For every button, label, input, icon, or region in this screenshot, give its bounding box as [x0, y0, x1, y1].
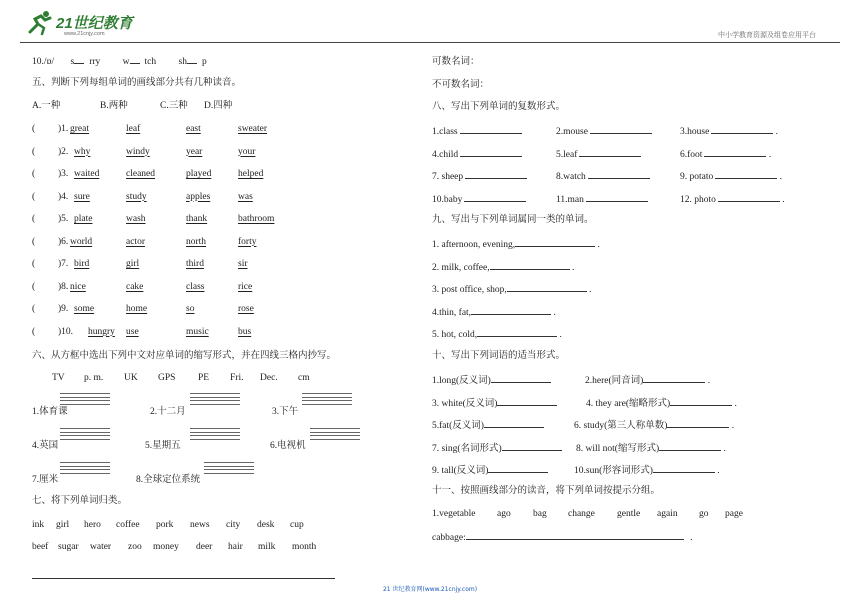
sec9-item: 4.thin, fat, .	[432, 305, 556, 319]
sec10-item: 2.here(同音词) .	[585, 373, 710, 387]
sec11-word: page	[725, 509, 743, 519]
sec6-item-label: 6.电视机	[270, 441, 306, 451]
sec8-word: 7. sheep	[432, 172, 464, 182]
sec7-word: deer	[196, 542, 213, 552]
sec6-item-label: 1.体育课	[32, 407, 68, 417]
sec5-word: home	[126, 304, 148, 314]
sec5-row-number: )3.	[58, 169, 69, 179]
sec5-word: north	[186, 236, 207, 247]
four-line-grid[interactable]	[190, 393, 240, 407]
four-line-grid[interactable]	[302, 393, 352, 407]
sec5-row-paren[interactable]: (	[32, 124, 36, 134]
sec5-word: use	[126, 326, 139, 337]
logo-brand-text: 21世纪教育	[56, 15, 133, 32]
sec5-word: forty	[238, 236, 257, 247]
sec5-word: east	[186, 124, 201, 134]
q10-number: 10./ɒ/	[32, 57, 55, 67]
sec5-word: so	[186, 304, 195, 314]
sec5-option-b: B.两种	[100, 101, 128, 111]
sec10-blank[interactable]	[484, 418, 544, 428]
sec5-word: windy	[126, 146, 150, 157]
sec10-prompt: 3. white(反义词)	[432, 398, 498, 409]
sec5-row-number: )2.	[58, 146, 69, 157]
sec5-word: great	[70, 124, 89, 134]
sec7-word: coffee	[116, 520, 140, 530]
sec8-word: 3.house	[680, 127, 710, 137]
sec5-word: rice	[238, 281, 253, 292]
sec7-word: ink	[32, 520, 45, 530]
sec5-row-number: )6.	[58, 236, 69, 247]
sec9-blank[interactable]	[507, 282, 587, 292]
sec5-option-d: D.四种	[204, 101, 233, 111]
sec5-word: waited	[74, 169, 100, 179]
sec5-row-paren[interactable]: (	[32, 169, 36, 179]
sec11-word: go	[699, 509, 709, 519]
sec10-prompt: 2.here(同音词)	[585, 376, 644, 386]
sec8-word: 2.mouse	[556, 127, 588, 137]
sec5-word: why	[74, 146, 91, 157]
sec10-prompt: 6. study(第三人称单数)	[574, 421, 668, 431]
sec10-item	[432, 441, 562, 455]
sec8-blank[interactable]	[460, 124, 522, 134]
sec6-box-word[interactable]: Fri.	[230, 373, 244, 383]
sec7-word: milk	[258, 542, 276, 552]
sec8-word: 6.foot	[680, 149, 703, 160]
cabbage-label: cabbage:	[432, 533, 466, 543]
sec5-word: bathroom	[238, 214, 275, 224]
sec10-prompt: 9. tall(反义词)	[432, 466, 489, 476]
sec11-word: ago	[497, 509, 511, 519]
sec5-word: music	[186, 326, 209, 337]
sec6-box-word[interactable]: Dec.	[260, 373, 278, 383]
sec8-item: 6.foot .	[680, 147, 771, 161]
sec8-item	[432, 192, 526, 206]
sec6-box-word[interactable]: PE	[198, 373, 210, 383]
cabbage-line: cabbage: .	[432, 530, 693, 544]
sec10-item: 10.sun(形容词形式) .	[574, 463, 720, 477]
sec8-blank[interactable]	[711, 124, 773, 134]
sec6-item-label: 8.全球定位系统	[136, 475, 201, 485]
sec5-word: sir	[238, 259, 248, 269]
sec8-blank[interactable]	[586, 192, 648, 202]
header-platform-text: 中小学教育资源及组卷应用平台	[718, 31, 816, 39]
sec5-option-c: C.三种	[160, 101, 188, 111]
sec8-word: 12. photo	[680, 194, 716, 205]
sec7-word: cup	[290, 520, 304, 530]
q10-word3-end: p	[201, 57, 207, 67]
countable-label: 可数名词：	[432, 57, 480, 67]
section6-title: 六、从方框中选出下列中文对应单词的缩写形式，并在四线三格内抄写。	[32, 351, 337, 361]
sec6-box-word[interactable]: p. m.	[84, 373, 104, 383]
sec5-row-paren[interactable]: (	[32, 304, 36, 314]
sec10-item	[432, 418, 544, 432]
sec5-word: leaf	[126, 124, 141, 134]
sec10-item	[432, 463, 548, 477]
sec10-item: 8. will not(缩写形式) .	[576, 441, 726, 455]
sec8-item	[432, 147, 522, 161]
sec5-row-paren[interactable]: (	[32, 259, 36, 269]
four-line-grid[interactable]	[60, 393, 110, 407]
sec11-word: change	[568, 509, 595, 519]
sec5-word: world	[70, 236, 93, 247]
four-line-grid[interactable]	[204, 462, 254, 476]
sec10-blank[interactable]	[502, 441, 562, 451]
sec5-row-number: )8.	[58, 281, 69, 292]
q10-blank1[interactable]	[74, 54, 84, 64]
sec5-word: played	[186, 169, 212, 179]
sec5-row-number: )9.	[58, 304, 69, 314]
q10-line	[32, 54, 207, 68]
sec5-word: nice	[70, 281, 86, 292]
sec7-word: city	[226, 520, 241, 530]
logo-url-text: www.21cnjy.com	[64, 31, 105, 37]
sec6-box-word[interactable]: cm	[298, 373, 310, 383]
sec8-blank[interactable]	[718, 192, 780, 202]
section8-title: 八、写出下列单词的复数形式。	[432, 102, 566, 112]
sec5-word: was	[238, 191, 253, 202]
sec8-item	[432, 169, 527, 183]
sec8-item: 9. potato .	[680, 169, 782, 183]
sec10-item	[432, 373, 551, 387]
q10-word1-start: s	[70, 57, 75, 67]
sec7-word: money	[153, 542, 179, 552]
sec6-box-word[interactable]: GPS	[158, 373, 176, 383]
sec5-word: cleaned	[126, 169, 156, 179]
sec8-word: 1.class	[432, 127, 458, 137]
sec10-item: 6. study(第三人称单数) .	[574, 418, 734, 432]
sec8-blank[interactable]	[579, 147, 641, 157]
sec10-prompt: 1.long(反义词)	[432, 376, 491, 386]
sec10-blank[interactable]	[670, 396, 732, 406]
sec5-word: study	[126, 191, 147, 202]
sec5-word: apples	[186, 191, 211, 202]
sec8-item	[556, 124, 652, 138]
sec5-word: third	[186, 259, 204, 269]
sec5-row-paren[interactable]: (	[32, 281, 36, 292]
sec10-blank[interactable]	[643, 373, 705, 383]
sec8-word: 9. potato	[680, 172, 714, 182]
four-line-grid[interactable]	[60, 428, 110, 442]
sec8-item	[556, 147, 641, 161]
sec6-box-word[interactable]: UK	[124, 373, 138, 383]
sec10-prompt: 8. will not(缩写形式)	[576, 443, 660, 454]
sec8-item: 3.house .	[680, 124, 778, 138]
sec5-word: sweater	[238, 124, 268, 134]
sec5-word: some	[74, 304, 95, 314]
sec10-blank[interactable]	[488, 463, 548, 473]
sec5-row-paren[interactable]: (	[32, 326, 36, 337]
sec5-word: year	[186, 146, 203, 157]
sec5-word: thank	[186, 214, 208, 224]
sec10-blank[interactable]	[497, 396, 557, 406]
sec9-item: 2. milk, coffee, .	[432, 260, 574, 274]
sec10-prompt: 7. sing(名词形式)	[432, 443, 502, 454]
sec11-word: bag	[533, 509, 547, 519]
sec11-word: gentle	[617, 509, 641, 519]
sec6-item-label: 4.英国	[32, 441, 59, 451]
q10-word2-end: tch	[144, 57, 157, 67]
site-logo	[26, 10, 136, 40]
sec5-word: hungry	[88, 326, 115, 337]
sec5-word: helped	[238, 169, 264, 179]
uncountable-label: 不可数名词：	[432, 80, 490, 90]
sec6-item-label: 2.十二月	[150, 407, 186, 417]
q10-blank2[interactable]	[130, 54, 140, 64]
sec8-item	[556, 192, 648, 206]
sec10-blank[interactable]	[667, 418, 729, 428]
section5-title: 五、判断下列每组单词的画线部分共有几种读音。	[32, 78, 242, 88]
sec8-item	[432, 124, 522, 138]
q10-word2-start: w	[122, 57, 130, 67]
sec8-blank[interactable]	[464, 192, 526, 202]
sec5-row-paren[interactable]: (	[32, 146, 36, 157]
sec8-blank[interactable]	[588, 169, 650, 179]
four-line-grid[interactable]	[60, 462, 110, 476]
sec5-word: bus	[238, 326, 252, 337]
sec5-row-number: )5.	[58, 214, 69, 224]
sec5-word: girl	[126, 259, 140, 269]
sec6-item-label: 3.下午	[272, 407, 299, 417]
sec7-word: hair	[228, 542, 243, 552]
sec8-word: 11.man	[556, 194, 584, 205]
sec8-word: 4.child	[432, 149, 459, 160]
sec10-prompt: 5.fat(反义词)	[432, 421, 484, 431]
sec9-prompt: 3. post office, shop,	[432, 285, 507, 295]
sec10-prompt: 4. they are(缩略形式)	[586, 398, 671, 409]
sec8-blank[interactable]	[704, 147, 766, 157]
sec5-word: your	[238, 146, 256, 157]
four-line-grid[interactable]	[190, 428, 240, 442]
runner-logo-icon	[26, 10, 60, 36]
sec9-prompt: 2. milk, coffee,	[432, 262, 490, 273]
section11-title: 十一、按照画线部分的读音，将下列单词按提示分组。	[432, 486, 661, 496]
sec5-row-number: )1.	[58, 124, 69, 134]
sec5-word: class	[186, 281, 205, 292]
sec5-word: sure	[74, 191, 90, 202]
sec7-word: zoo	[128, 542, 142, 552]
sec9-item: 1. afternoon, evening, .	[432, 237, 600, 251]
sec7-word: water	[90, 542, 112, 552]
sec10-blank[interactable]	[491, 373, 551, 383]
sec9-prompt: 1. afternoon, evening,	[432, 240, 516, 250]
sec9-item: 3. post office, shop, .	[432, 282, 592, 296]
sec5-word: bird	[74, 259, 90, 269]
sec8-word: 5.leaf	[556, 149, 578, 160]
q10-word1-end: rry	[89, 57, 101, 67]
sec10-item	[432, 396, 557, 410]
sec5-word: plate	[74, 214, 93, 224]
sec9-blank[interactable]	[471, 305, 551, 315]
sec8-item: 12. photo .	[680, 192, 785, 206]
sec9-blank[interactable]	[490, 260, 570, 270]
sec5-word: wash	[126, 214, 146, 224]
section7-title: 七、将下列单词归类。	[32, 496, 128, 506]
section10-title: 十、写出下列词语的适当形式。	[432, 351, 566, 361]
sec7-word: hero	[84, 520, 101, 530]
sec8-blank[interactable]	[590, 124, 652, 134]
sec9-item: 5. hot, cold, .	[432, 327, 562, 341]
sec7-word: pork	[156, 520, 174, 530]
sec5-row-number: )4.	[58, 191, 69, 202]
sec8-word: 8.watch	[556, 172, 586, 182]
sec7-word: beef	[32, 542, 49, 552]
sec10-blank[interactable]	[653, 463, 715, 473]
sec10-item: 4. they are(缩略形式) .	[586, 396, 737, 410]
sec5-row-paren[interactable]: (	[32, 214, 36, 224]
section9-title: 九、写出与下列单词属同一类的单词。	[432, 215, 594, 225]
answer-line[interactable]	[32, 578, 335, 579]
sec6-item-label: 7.厘米	[32, 475, 59, 485]
cabbage-blank[interactable]	[466, 530, 684, 540]
q10-word3-start: sh	[178, 57, 187, 67]
sec5-word: cake	[126, 281, 144, 292]
sec7-word: month	[292, 542, 317, 552]
sec8-blank[interactable]	[460, 147, 522, 157]
sec9-prompt: 4.thin, fat,	[432, 307, 472, 318]
sec8-blank[interactable]	[715, 169, 777, 179]
sec7-word: sugar	[58, 542, 79, 552]
sec5-row-number: )10.	[58, 326, 74, 337]
sec5-word: rose	[238, 304, 254, 314]
sec11-word: 1.vegetable	[432, 509, 476, 519]
sec6-box-word[interactable]: TV	[52, 373, 65, 383]
sec8-word: 10.baby	[432, 194, 463, 205]
header-divider	[20, 42, 840, 43]
sec5-row-paren[interactable]: (	[32, 236, 36, 247]
sec8-blank[interactable]	[465, 169, 527, 179]
sec10-prompt: 10.sun(形容词形式)	[574, 466, 653, 476]
sec9-blank[interactable]	[477, 327, 557, 337]
sec5-row-paren[interactable]: (	[32, 191, 36, 202]
sec6-item-label: 5.星期五	[145, 441, 181, 451]
sec7-word: news	[190, 520, 210, 530]
footer-text: 21 世纪教育网(www.21cnjy.com)	[382, 586, 478, 593]
sec5-word: actor	[126, 236, 145, 247]
sec10-blank[interactable]	[659, 441, 721, 451]
sec9-blank[interactable]	[515, 237, 595, 247]
sec7-word: desk	[257, 520, 275, 530]
four-line-grid[interactable]	[310, 428, 360, 442]
sec9-prompt: 5. hot, cold,	[432, 330, 478, 340]
q10-blank3[interactable]	[187, 54, 197, 64]
sec5-option-a: A.一种	[32, 101, 61, 111]
sec8-item	[556, 169, 650, 183]
sec7-word: girl	[56, 520, 70, 530]
sec5-row-number: )7.	[58, 259, 69, 269]
sec11-word: again	[657, 509, 678, 519]
